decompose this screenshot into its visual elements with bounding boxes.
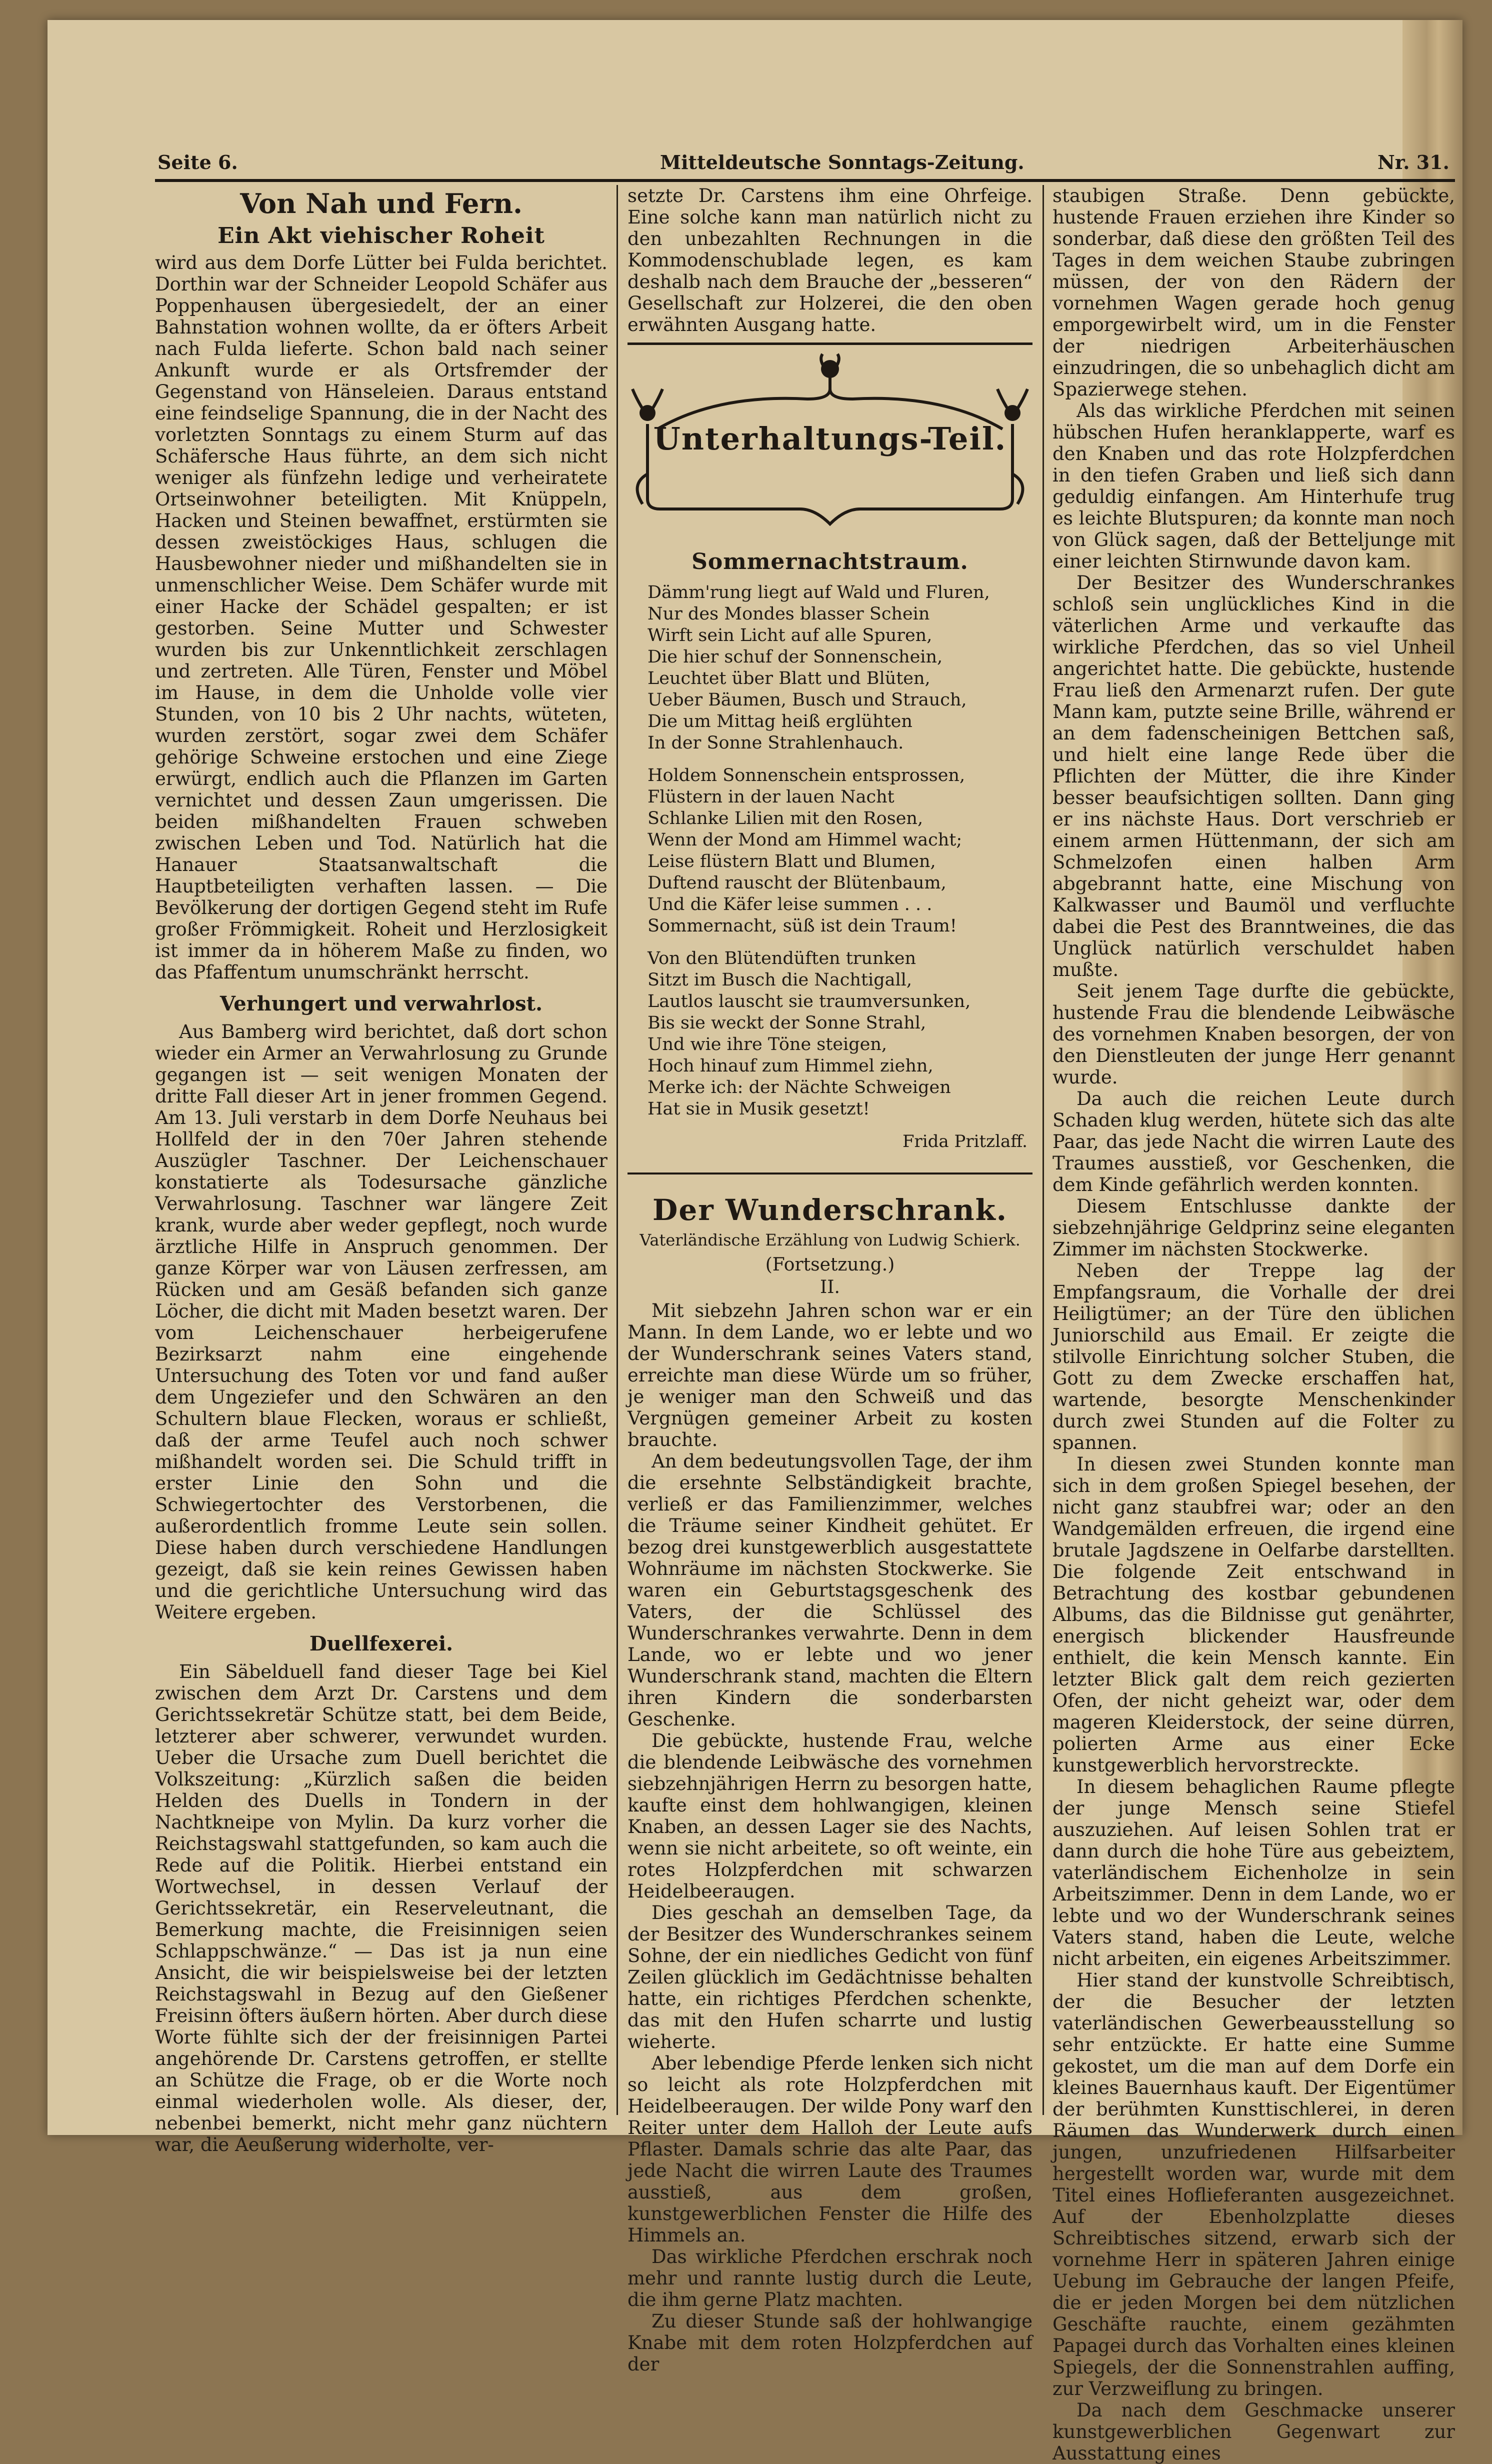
story-paragraph: Da nach dem Geschmacke unserer kunstgewerblichen Gegenwart zur Ausstattung eines [1052, 2400, 1455, 2464]
poem-line: Und die Käfer leise summen . . . [648, 894, 932, 914]
story-paragraph: Die gebückte, hustende Frau, welche die blendende Leibwäsche des vornehmen siebzehnjährigen Herrn zu besorgen hatte, kaufte einst dem hohlwangigen, kleinen Knaben, an dessen Lager sie des Nachts, wenn sie nicht arbeitete, so oft weinte, ein rotes Holzpferdchen mit schwarzen Heidelbeeraugen. [628, 1730, 1032, 1902]
poem-line: Die hier schuf der Sonnenschein, [648, 647, 943, 667]
story-subtitle: Vaterländische Erzählung von Ludwig Schierk. [640, 1230, 1020, 1250]
poem-line: Hoch hinauf zum Himmel ziehn, [648, 1056, 934, 1076]
divider [628, 342, 1032, 345]
newspaper-title: Mitteldeutsche Sonntags-Zeitung. [660, 151, 1024, 174]
poem-stanza [648, 765, 1032, 937]
column-3 [1052, 185, 1455, 2464]
section-banner [628, 354, 1032, 534]
poem-line: In der Sonne Strahlenhauch. [648, 733, 904, 753]
story-paragraph: Seit jenem Tage durfte die gebückte, hustende Frau die blendende Leibwäsche des vornehmen Knaben besorgen, der von den Dienstleuten der junge Herr genannt wurde. [1052, 980, 1455, 1088]
story-paragraph: Diesem Entschlusse dankte der siebzehnjährige Geldprinz seine eleganten Zimmer im nächsten Stockwerke. [1052, 1196, 1455, 1260]
poem-line: Merke ich: der Nächte Schweigen [648, 1078, 951, 1098]
poem-line: Und wie ihre Töne steigen, [648, 1034, 888, 1054]
story-paragraph: Neben der Treppe lag der Empfangsraum, die Vorhalle der drei Heiligtümer; an der Türe den üblichen Juniorschild aus Email. Er zeigte die stilvolle Einrichtung solcher Stuben, die Gott zu dem Zwecke erschaffen hat, wartende, besorgte Menschenkinder durch zwei Stunden auf die Folter zu spannen. [1052, 1260, 1455, 1454]
poem-line: Lautlos lauscht sie traumversunken, [648, 992, 971, 1012]
story-paragraph: Als das wirkliche Pferdchen mit seinen hübschen Hufen heranklapperte, warf es den Knaben und das rote Holzpferdchen in den tiefen Graben und ließ sich dann geduldig einfangen. Am Hinterhufe trug es leichte Blutspuren; da konnte man noch von Glück sagen, daß der Betteljunge mit einer leichten Stirnwunde davon kam. [1052, 400, 1455, 572]
article-paragraph: Aus Bamberg wird berichtet, daß dort schon wieder ein Armer an Verwahrlosung zu Grunde gegangen ist — seit wenigen Monaten der dritte Fall dieser Art in jener frommen Gegend. Am 13. Juli verstarb in dem Dorfe Neuhaus bei Hollfeld der in den 70er Jahren stehende Auszügler Taschner. Der Leichenschauer konstatierte als Todesursache gänzliche Verwahrlosung. Taschner war längere Zeit krank, wurde aber weder gepflegt, noch wurde ärztliche Hilfe in Anspruch genommen. Der ganze Körper war von Läusen zerfressen, am Rücken und am Gesäß befanden sich ganze Löcher, die dicht mit Maden besetzt waren. Der vom Leichenschauer herbeigerufene Bezirksarzt nahm eine eingehende Untersuchung des Toten vor und fand außer dem Ungeziefer und den Schwären an den Schultern blaue Flecken, woraus er schließt, daß der arme Teufel auch noch schwer mißhandelt worden sei. Die Schuld trifft in erster Linie den Sohn und die Schwiegertochter des Verstorbenen, die außerordentlich fromme Leute sein sollen. Diese haben durch verschiedene Handlungen gezeigt, daß sie kein reines Gewissen haben und die gerichtliche Untersuchung wird das Weitere ergeben. [155, 1021, 608, 1623]
column-separator [1042, 185, 1044, 2115]
newspaper-page [48, 20, 1462, 2464]
column-2 [628, 185, 1032, 2375]
article-title: Duellfexerei. [309, 1632, 454, 1656]
story-paragraph: Aber lebendige Pferde lenken sich nicht so leicht als rote Holzpferdchen mit Heidelbeeraugen. Der wilde Pony warf den Reiter unter dem Halloh der Leute aufs Pflaster. Damals schrie das alte Paar, das jede Nacht die wirren Laute des Traumes ausstieß, aus dem großen, kunstgewerblichen Fenster die Hilfe des Himmels an. [628, 2052, 1032, 2246]
chapter-number: II. [820, 1277, 840, 1298]
poem-line: Flüstern in der lauen Nacht [648, 787, 894, 807]
poem-line: Nur des Mondes blasser Schein [648, 604, 930, 624]
poem-line: Duftend rauscht der Blütenbaum, [648, 873, 946, 893]
article-paragraph: wird aus dem Dorfe Lütter bei Fulda berichtet. Dorthin war der Schneider Leopold Schäfer aus Poppenhausen übergesiedelt, der an einer Bahnstation wohnen wollte, da er öfters Arbeit nach Fulda lieferte. Schon bald nach seiner Ankunft wurde er als Ortsfremder der Gegenstand von Hänseleien. Daraus entstand eine feindselige Spannung, die in der Nacht des vorletzten Sonntags zu einem Sturm auf das Schäfersche Haus führte, an dem sich nicht weniger als fünfzehn ledige und verheiratete Ortseinwohner beteiligten. Mit Knüppeln, Hacken und Steinen bewaffnet, erstürmten sie dessen zweistöckiges Haus, schlugen die Hausbewohner nieder und mißhandelten sie in unmenschlicher Weise. Dem Schäfer wurde mit einer Hacke der Schädel gespalten; er ist gestorben. Seine Mutter und Schwester wurden bis zur Unkenntlichkeit zerschlagen und zertreten. Alle Türen, Fenster und Möbel im Hause, in dem die Unholde volle vier Stunden, von 10 bis 2 Uhr nachts, wüteten, wurden zerstört, sogar zwei dem Schäfer gehörige Schweine erstochen und eine Ziege erwürgt, endlich auch die Pflanzen im Garten vernichtet und dessen Zaun umgerissen. Die beiden mißhandelten Frauen schweben zwischen Leben und Tod. Natürlich hat die Hanauer Staatsanwaltschaft die Hauptbeteiligten verhaften lassen. — Die Bevölkerung der dortigen Gegend steht im Rufe großer Frömmigkeit. Roheit und Herzlosigkeit ist immer da in höherem Maße zu finden, wo das Pfaffentum unumschränkt herrscht. [155, 252, 608, 983]
poem-line: Wenn der Mond am Himmel wacht; [648, 830, 962, 850]
article-paragraph: setzte Dr. Carstens ihm eine Ohrfeige. Eine solche kann man natürlich nicht zu den unbezahlten Rechnungen in die Kommodenschublade legen, es kam deshalb nach dem Brauche der „besseren“ Gesellschaft zur Holzerei, die den oben erwähnten Ausgang hatte. [628, 185, 1032, 336]
article-paragraph: Ein Säbelduell fand dieser Tage bei Kiel zwischen dem Arzt Dr. Carstens und dem Gerichtssekretär Schütze statt, bei dem Beide, letzterer aber schwerer, verwundet wurden. Ueber die Ursache zum Duell berichtet die Volkszeitung: „Kürzlich saßen die beiden Helden des Duells in Tondern in der Nachtkneipe von Mylin. Da kurz vorher die Reichstagswahl stattgefunden, so kam auch die Rede auf die Politik. Hierbei entstand ein Wortwechsel, in dessen Verlauf der Gerichtssekretär, ein Reserveleutnant, die Bemerkung machte, die Freisinnigen seien Schlappschwänze.“ — Das ist ja nun eine Ansicht, die wir beispielsweise bei der letzten Reichstagswahl in Bezug auf den Gießener Freisinn öfters äußern hörten. Aber durch diese Worte fühlte sich der der freisinnigen Partei angehörende Dr. Carstens getroffen, er stellte an Schütze die Frage, ob er die Worte noch einmal wiederholen wolle. Als dieser, der, nebenbei bemerkt, nicht mehr ganz nüchtern war, die Aeußerung widerholte, ver- [155, 1661, 608, 2156]
poem-stanza [648, 948, 1032, 1120]
story-continuation: (Fortsetzung.) [765, 1254, 895, 1275]
story-paragraph: Hier stand der kunstvolle Schreibtisch, der die Besucher der letzten vaterländischen Gewerbeausstellung so sehr entzückte. Er hatte eine Summe gekostet, um die man auf dem Dorfe ein kleines Bauernhaus kauft. Der Eigentümer der berühmten Kunsttischlerei, in deren Räumen das Wunderwerk durch einen jungen, unzufriedenen Hilfsarbeiter hergestellt worden war, wurde mit dem Titel eines Hoflieferanten ausgezeichnet. Auf der Ebenholzplatte dieses Schreibtisches sitzend, erwarb sich der vornehme Herr in späteren Jahren einige Uebung im Gebrauche der langen Pfeife, die er jeden Morgen bei dem nützlichen Geschäfte rauchte, einem gezähmten Papagei durch das Vorhalten eines kleinen Spiegels, der die Sonnenstrahlen auffing, zur Verzweiflung zu bringen. [1052, 1970, 1455, 2400]
poem-line: Ueber Bäumen, Busch und Strauch, [648, 690, 967, 710]
story-paragraph: Der Besitzer des Wunderschrankes schloß sein unglückliches Kind in die väterlichen Arme und verkaufte das wirkliche Pferdchen, das so viel Unheil angerichtet hatte. Die gebückte, hustende Frau ließ den Armenarzt rufen. Der gute Mann kam, putzte seine Brille, während er an dem fadenscheinigen Bettchen saß, und hielt eine lange Rede über die Pflichten der Mütter, die ihre Kinder besser beaufsichtigen sollten. Dann ging er ins nächste Haus. Dort verschrieb er einem armen Hüttenmann, der sich am Schmelzofen einen halben Arm abgebrannt hatte, eine Mischung von Kalkwasser und Baumöl und verfluchte dabei die Pest des Branntweines, die das Unglück natürlich verschuldet haben mußte. [1052, 572, 1455, 980]
column-separator [616, 185, 618, 2115]
poem-line: Wirft sein Licht auf alle Spuren, [648, 626, 932, 646]
poem-line: Sitzt im Busch die Nachtigall, [648, 970, 912, 990]
poem-line: Dämm'rung liegt auf Wald und Fluren, [648, 582, 990, 602]
divider [628, 1172, 1032, 1174]
story-paragraph: Zu dieser Stunde saß der hohlwangige Knabe mit dem roten Holzpferdchen auf der [628, 2310, 1032, 2375]
poem-line: Bis sie weckt der Sonne Strahl, [648, 1013, 926, 1033]
issue-number: Nr. 31. [1378, 151, 1450, 174]
poem-title: Sommernachtstraum. [692, 549, 968, 574]
section-heading: Von Nah und Fern. [240, 188, 522, 220]
poem-author: Frida Pritzlaff. [902, 1132, 1028, 1152]
poem-line: Holdem Sonnenschein entsprossen, [648, 766, 966, 786]
poem-line: Sommernacht, süß ist dein Traum! [648, 916, 957, 936]
story-paragraph: In diesen zwei Stunden konnte man sich in dem großen Spiegel besehen, der nicht ganz staubfrei war; oder an den Wandgemälden erfreuen, die irgend eine brutale Jagdszene in Oelfarbe darstellten. Die folgende Zeit entschwand in Betrachtung des kostbar gebundenen Albums, das die Bildnisse gut genährter, energisch blickender Hausfreunde enthielt, die kein Mensch kannte. Ein letzter Blick galt dem reich gezierten Ofen, der nicht geheizt war, oder dem mageren Kleiderstock, der seine dürren, polierten Arme aus einer Ecke kunstgewerblich hervorstreckte. [1052, 1454, 1455, 1776]
poem-line: Leuchtet über Blatt und Blüten, [648, 668, 930, 688]
story-paragraph: Mit siebzehn Jahren schon war er ein Mann. In dem Lande, wo er lebte und wo der Wunderschrank seines Vaters stand, erreichte man diese Würde um so früher, je weniger man den Schweiß und das Vergnügen gemeiner Arbeit zu kosten brauchte. [628, 1300, 1032, 1450]
poem-line: Hat sie in Musik gesetzt! [648, 1099, 870, 1119]
page-number: Seite 6. [158, 151, 238, 174]
poem [648, 582, 1032, 1120]
story-paragraph: In diesem behaglichen Raume pflegte der junge Mensch seine Stiefel auszuziehen. Auf leisen Sohlen trat er dann durch die hohe Türe aus gebeiztem, vaterländischem Eichenholze in sein Arbeitszimmer. Denn in dem Lande, wo er lebte und wo der Wunderschrank seines Vaters stand, haben die Leute, welche nicht arbeiten, ein eigenes Arbeitszimmer. [1052, 1776, 1455, 1970]
article-title: Verhungert und verwahrlost. [220, 992, 543, 1016]
header-rule [155, 179, 1455, 182]
story-paragraph: Das wirkliche Pferdchen erschrak noch mehr und rannte lustig durch die Leute, die ihm gerne Platz machten. [628, 2246, 1032, 2310]
story-title: Der Wunderschrank. [652, 1193, 1008, 1227]
story-paragraph: Da auch die reichen Leute durch Schaden klug werden, hütete sich das alte Paar, das jede Nacht die wirren Laute des Traumes ausstieß, vor Geschenken, die dem Kinde gefährlich werden konnten. [1052, 1088, 1455, 1196]
article-title: Ein Akt viehischer Roheit [218, 223, 545, 248]
poem-line: Von den Blütendüften trunken [648, 948, 916, 968]
story-paragraph: staubigen Straße. Denn gebückte, hustende Frauen erziehen ihre Kinder so sonderbar, daß diese den größten Teil des Tages in dem weichen Staube zubringen müssen, der von den Rädern der vornehmen Wagen gerade hoch genug emporgewirbelt wird, um in die Fenster der niedrigen Arbeiterhäuschen einzudringen, die so unbehaglich dicht am Spazierwege stehen. [1052, 185, 1455, 400]
column-1 [155, 185, 608, 2156]
poem-stanza [648, 582, 1032, 754]
page-header [158, 151, 1462, 176]
story-paragraph: Dies geschah an demselben Tage, da der Besitzer des Wunderschrankes seinem Sohne, der ein niedliches Gedicht von fünf Zeilen glücklich im Gedächtnisse behalten hatte, ein richtiges Pferdchen schenkte, das mit den Hufen scharrte und lustig wieherte. [628, 1902, 1032, 2052]
story-paragraph: An dem bedeutungsvollen Tage, der ihm die ersehnte Selbständigkeit brachte, verließ er das Familienzimmer, welches die Träume seiner Kindheit gehütet. Er bezog drei kunstgewerblich ausgestattete Wohnräume im nächsten Stockwerke. Sie waren ein Geburtstagsgeschenk des Vaters, der die Schlüssel des Wunderschrankes verwahrte. Denn in dem Lande, wo er lebte und wo jener Wunderschrank stand, machten die Eltern ihren Kindern die sonderbarsten Geschenke. [628, 1450, 1032, 1730]
poem-line: Schlanke Lilien mit den Rosen, [648, 808, 924, 828]
banner-title: Unterhaltungs-Teil. [653, 420, 1007, 457]
poem-line: Leise flüstern Blatt und Blumen, [648, 852, 936, 872]
poem-line: Die um Mittag heiß erglühten [648, 712, 912, 732]
